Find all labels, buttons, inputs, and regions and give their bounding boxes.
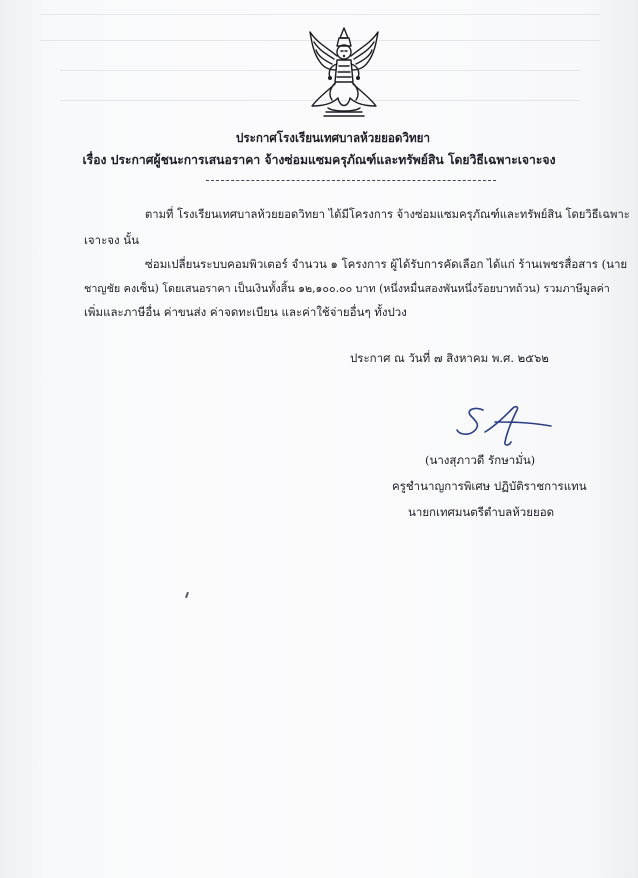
- handwritten-signature: [455, 402, 555, 450]
- garuda-emblem-icon: [306, 26, 382, 120]
- paragraph-2-line-3: เพิ่มและภาษีอื่น ค่าขนส่ง ค่าจดทะเบียน และค่าใช้จ่ายอื่นๆ ทั้งปวง: [84, 305, 407, 319]
- signatory-position: ครูชำนาญการพิเศษ ปฏิบัติราชการแทน: [392, 479, 587, 493]
- scan-speck: [185, 592, 189, 598]
- paragraph-2-line-2: ชาญชัย คงเซ็น) โดยเสนอราคา เป็นเงินทั้งสิ้น ๑๒,๑๐๐.๐๐ บาท (หนึ่งหมื่นสองพันหนึ่งร้อยบาทถ้วน) รวมภาษีมูลค่า: [84, 282, 610, 295]
- paragraph-1-line-1: ตามที่ โรงเรียนเทศบาลห้วยยอดวิทยา ได้มีโครงการ จ้างซ่อมแซมครุภัณฑ์และทรัพย์สิน โดยวิธีเฉพาะ: [145, 207, 630, 221]
- signatory-name: (นางสุภาวดี รักษามั่น): [425, 453, 536, 467]
- announcement-date: ประกาศ ณ วันที่ ๗ สิงหาคม พ.ศ. ๒๕๖๒: [350, 351, 549, 365]
- paragraph-2-line-1: ซ่อมเปลี่ยนระบบคอมพิวเตอร์ จำนวน ๑ โครงการ ผู้ได้รับการคัดเลือก ได้แก่ ร้านเพชรสื่อสาร (นาย: [145, 257, 628, 271]
- announcement-title: ประกาศโรงเรียนเทศบาลห้วยยอดวิทยา: [235, 130, 431, 145]
- paragraph-1-line-2: เจาะจง นั้น: [84, 233, 140, 247]
- signatory-office: นายกเทศมนตรีตำบลห้วยยอด: [408, 505, 555, 519]
- announcement-subject: เรื่อง ประกาศผู้ชนะการเสนอราคา จ้างซ่อมแซมครุภัณฑ์และทรัพย์สิน โดยวิธีเฉพาะเจาะจง: [82, 152, 556, 167]
- dashed-divider: [206, 180, 496, 181]
- bleed-through-line: [40, 14, 600, 15]
